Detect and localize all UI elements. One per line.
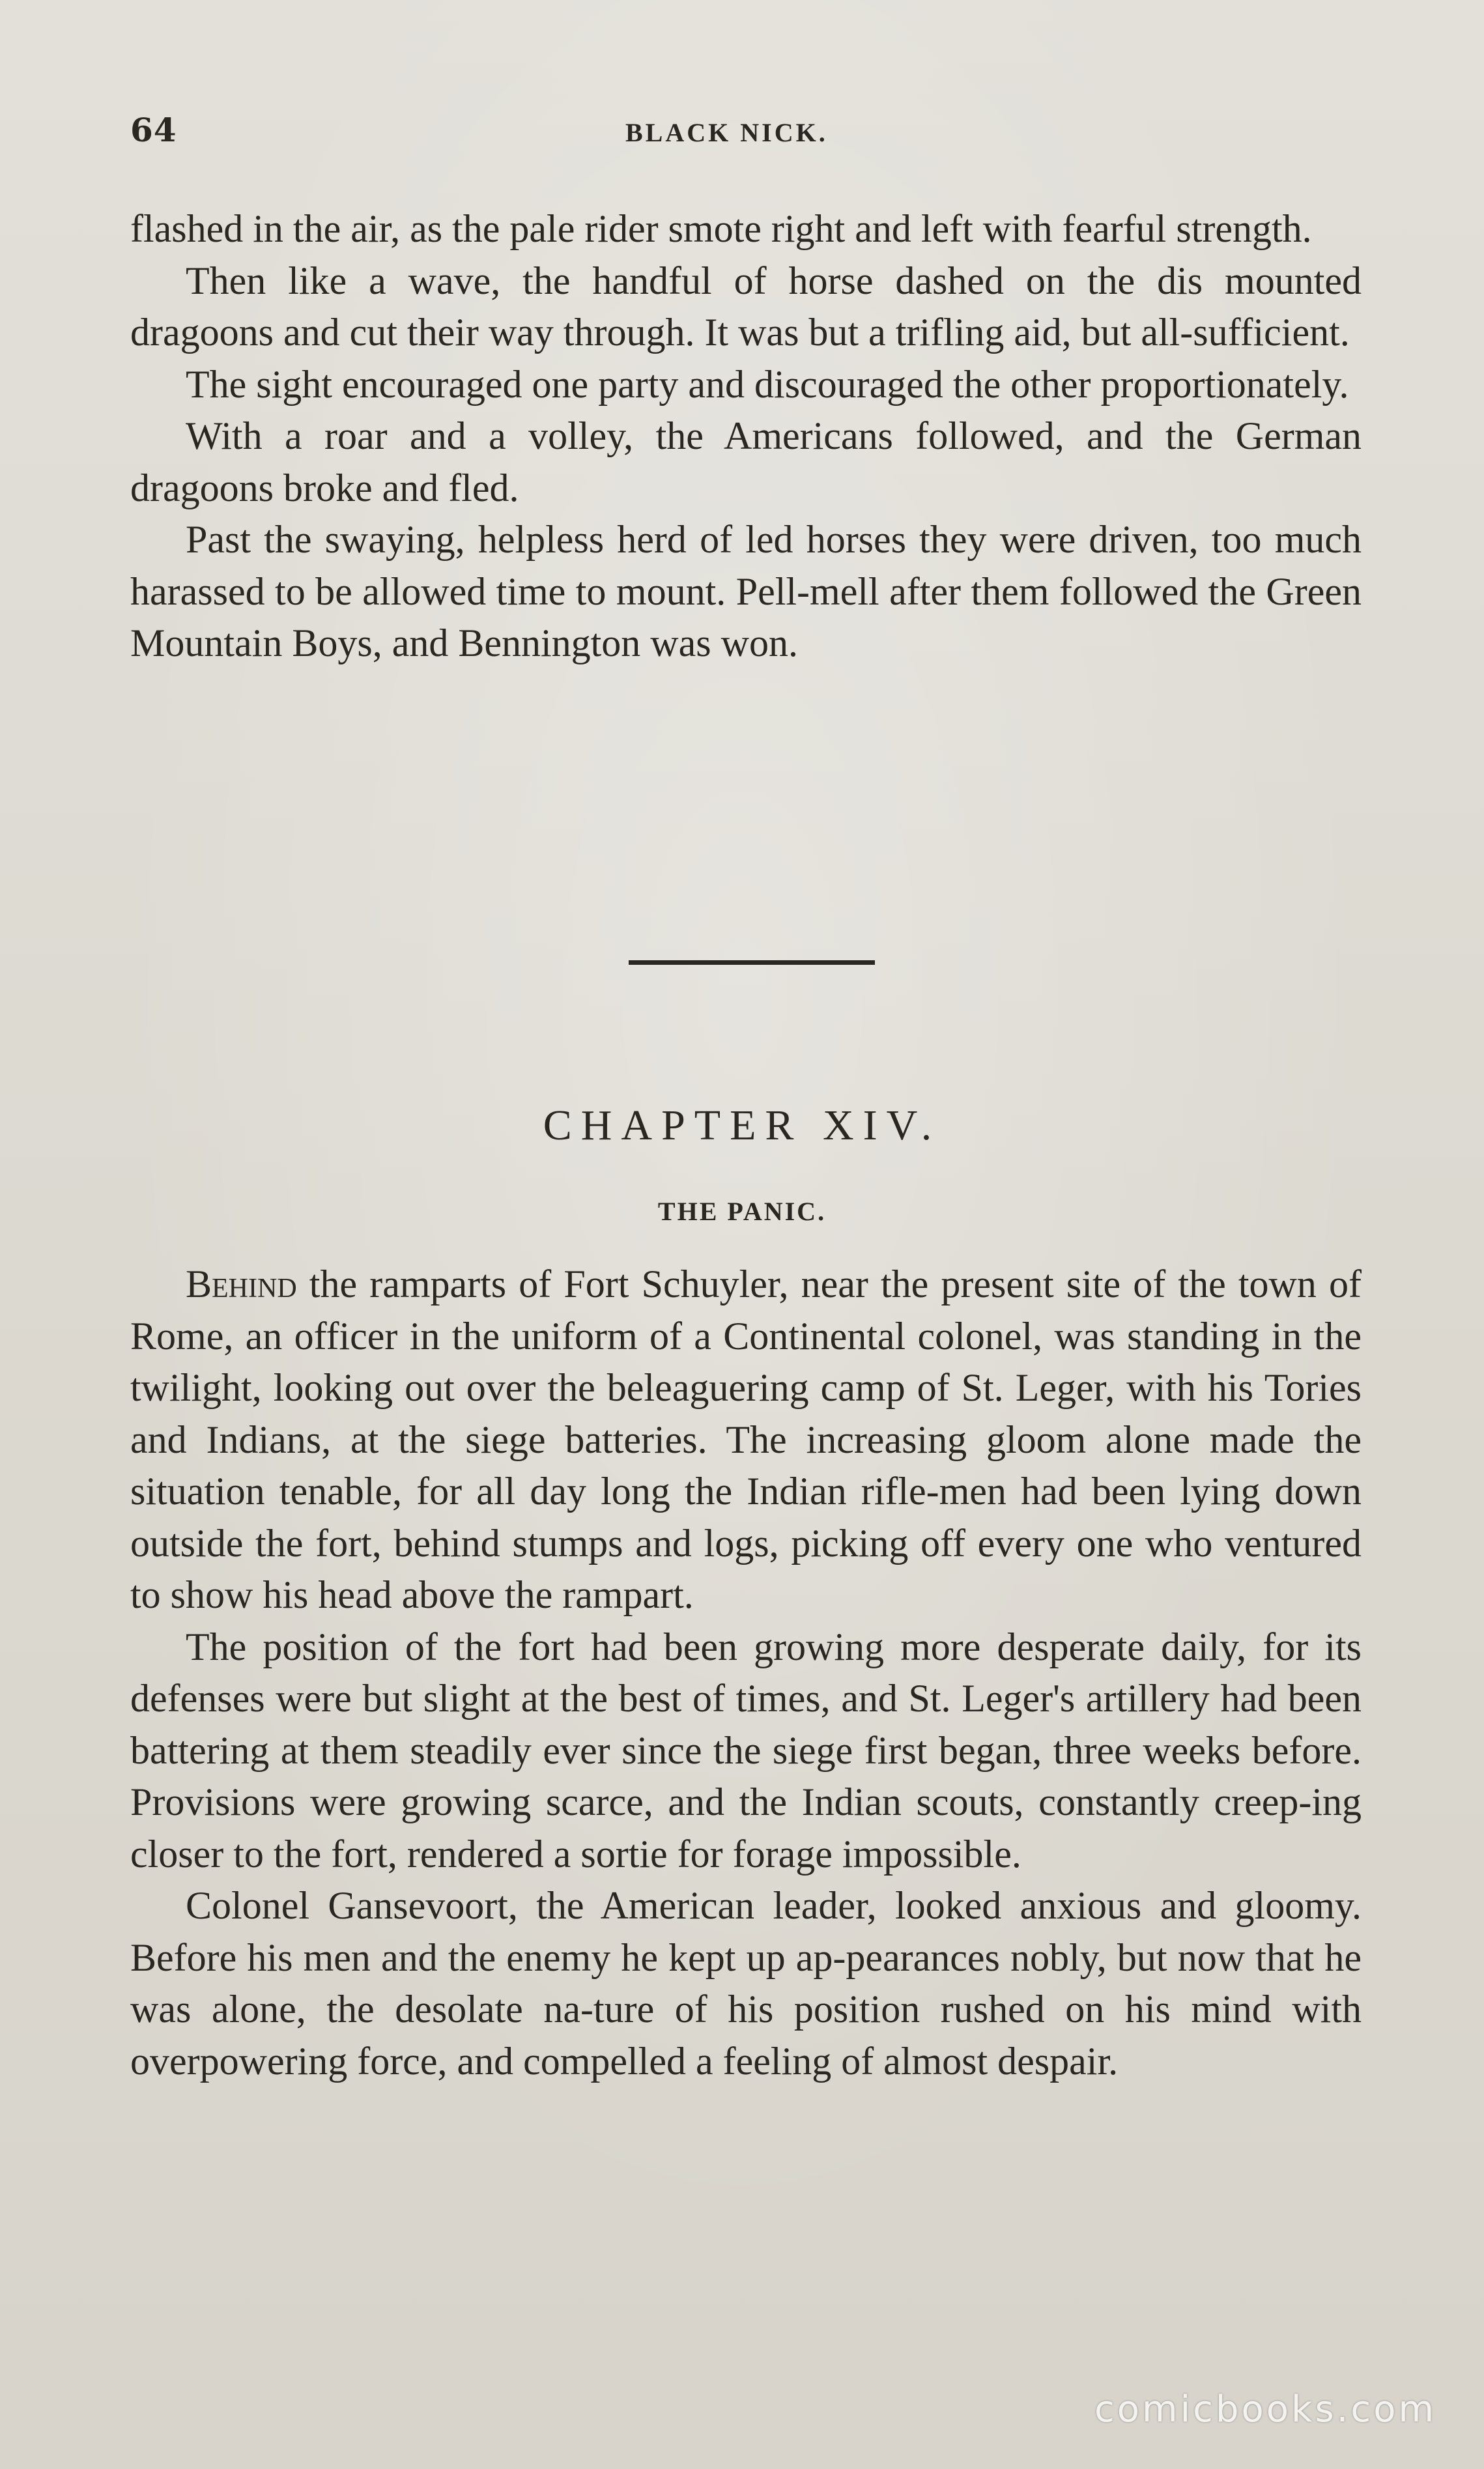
- paragraph: flashed in the air, as the pale rider smote right and left with fearful strength.: [130, 207, 1312, 250]
- text-block-bottom: [130, 1259, 1362, 2087]
- drop-word: Behind: [186, 1263, 297, 1306]
- paragraph-text: the ramparts of Fort Schuyler, near the present site of the town of Rome, an officer in the uniform of a Continental colonel, was standing in the twilight, looking out over the beleaguering camp of St. Leger, with his Tories and Indians, at the siege batteries. The increasing gloom alone made the situation tenable, for all day long the Indian rifle-men had been lying down outside the fort, behind stumps and logs, picking off every one who ventured to show his head above the rampart.: [130, 1263, 1362, 1616]
- paragraph: Past the swaying, helpless herd of led horses they were driven, too much harassed to be allowed time to mount. Pell-mell after them followed the Green Mountain Boys, and Bennington was won.: [130, 518, 1362, 664]
- watermark-text: comicbooks.com: [1094, 2388, 1437, 2431]
- paragraph: With a roar and a volley, the Americans followed, and the German dragoons broke and fled.: [130, 414, 1362, 509]
- paragraph: [130, 1259, 1362, 1621]
- book-title: BLACK NICK.: [625, 118, 828, 147]
- paragraph: Then like a wave, the handful of horse dashed on the dis mounted dragoons and cut their way through. It was but a trifling aid, but all-sufficient.: [130, 259, 1362, 354]
- paragraph: Colonel Gansevoort, the American leader, looked anxious and gloomy. Before his men and the enemy he kept up ap-pearances nobly, but now that he was alone, the desolate na-ture of his position rushed on his mind with overpowering force, and compelled a feeling of almost despair.: [130, 1884, 1362, 2083]
- running-head: [130, 111, 1368, 150]
- chapter-subtitle: THE PANIC.: [657, 1197, 827, 1226]
- paragraph: The position of the fort had been growing more desperate daily, for its defenses were but slight at the best of times, and St. Leger's artillery had been battering at them steadily ever since the siege first began, three weeks before. Provisions were growing scarce, and the Indian scouts, constantly creep-ing closer to the fort, rendered a sortie for forage impossible.: [130, 1625, 1362, 1876]
- paragraph: The sight encouraged one party and discouraged the other proportionately.: [186, 362, 1349, 406]
- text-block-top: [130, 203, 1362, 670]
- section-divider-rule: [629, 960, 875, 965]
- page-number: 64: [130, 111, 177, 149]
- chapter-title: CHAPTER XIV.: [543, 1102, 941, 1149]
